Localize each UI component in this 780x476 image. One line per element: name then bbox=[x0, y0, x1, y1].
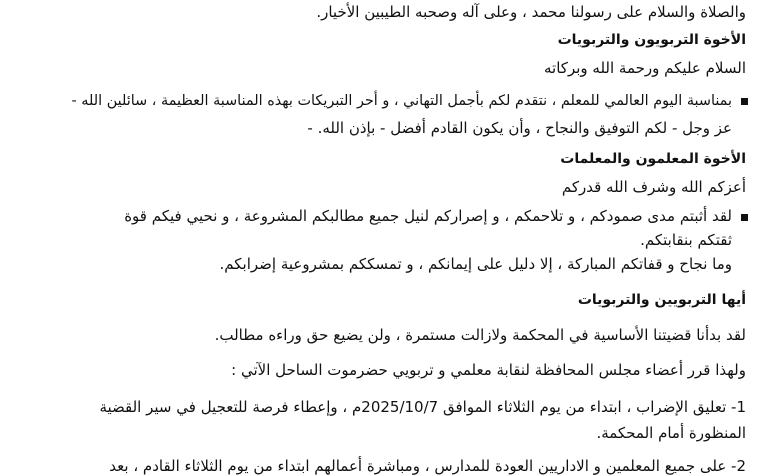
congrats-line-1: بمناسبة اليوم العالمي للمعلم ، نتقدم لكم بأجمل التهاني ، و أحر التبريكات بهذه المناسبة العظيمة ، سائلين الله - bbox=[71, 93, 732, 109]
heading-educators: الأخوة التربويون والتربويات bbox=[557, 32, 746, 48]
bullet-icon bbox=[741, 214, 748, 221]
court-case-line: لقد بدأنا قضيتنا الأساسية في المحكمة ولازالت مستمرة ، ولن يضيع حق وراءه مطالب. bbox=[214, 326, 746, 344]
heading-teachers: الأخوة المعلمون والمعلمات bbox=[560, 151, 746, 167]
greeting-line: السلام عليكم ورحمة الله وبركاته bbox=[544, 59, 746, 77]
closing-blessing-line: والصلاة والسلام على رسولنا محمد ، وعلى آله وصحبه الطيبين الأخيار. bbox=[316, 3, 746, 21]
congrats-line-2: عز وجل - لكم التوفيق والنجاح ، وأن يكون القادم أفضل - بإذن الله. - bbox=[307, 119, 732, 137]
decision-item-1-line-2: المنظورة أمام المحكمة. bbox=[596, 424, 746, 442]
decision-item-2-line-1: 2- على جميع المعلمين و الاداريين العودة للمدارس ، ومباشرة أعمالهم ابتداء من يوم الثلاثاء القادم ، بعد bbox=[109, 457, 746, 475]
heading-addressees: أيها التربويين والتربويات bbox=[577, 292, 746, 308]
bullet-icon bbox=[741, 98, 748, 105]
strike-support-line: وما نجاح و قفاتكم المباركة ، إلا دليل على إيمانكم ، و تمسككم بمشروعية إضرابكم. bbox=[219, 255, 732, 273]
steadfast-line-1: لقد أثبتم مدى صمودكم ، و تلاحمكم ، و إصراركم لنيل جميع مطالبكم المشروعة ، و نحيي فيكم قوة bbox=[124, 207, 732, 225]
respect-line: أعزكم الله وشرف الله قدركم bbox=[561, 178, 746, 196]
steadfast-line-2: ثقتكم بنقابتكم. bbox=[640, 231, 732, 249]
decision-item-1-line-1: 1- تعليق الإضراب ، ابتداء من يوم الثلاثاء الموافق 2025/10/7م ، وإعطاء فرصة للتعجيل في سير القضية bbox=[99, 398, 746, 416]
decision-intro-line: ولهذا قرر أعضاء مجلس المحافظة لنقابة معلمي و تربويي حضرموت الساحل الآتي : bbox=[231, 361, 746, 379]
